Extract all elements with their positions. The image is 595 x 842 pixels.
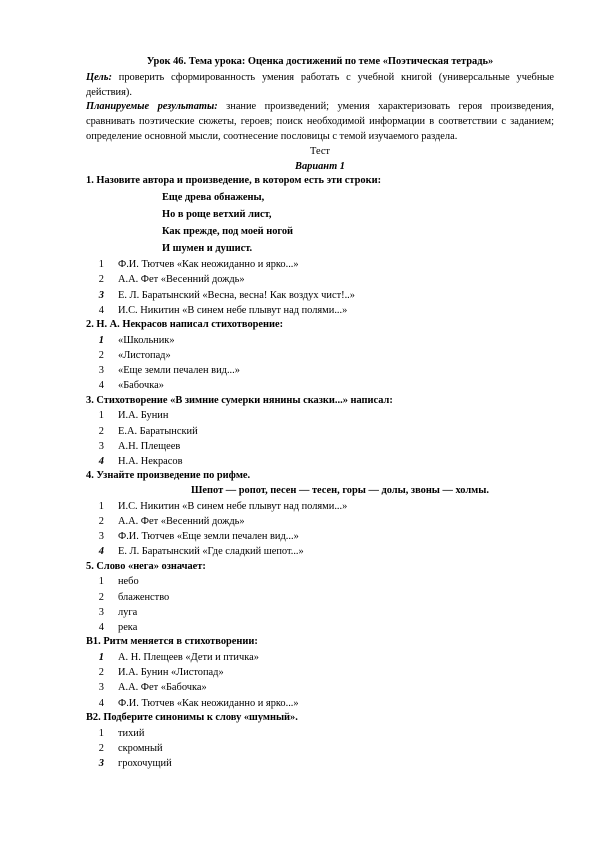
option-number: 2 — [98, 349, 104, 361]
question-text: 5. Слово «нега» означает: — [86, 560, 206, 572]
option-number: 3 — [98, 758, 104, 770]
answer-option — [86, 454, 554, 469]
option-text: Ф.И. Тютчев «Как неожиданно и ярко...» — [118, 697, 299, 709]
results-paragraph — [86, 100, 554, 144]
option-text: «Школьник» — [118, 334, 175, 346]
option-number: 1 — [98, 652, 104, 664]
goal-label: Цель: — [86, 71, 112, 83]
answer-option — [86, 529, 554, 544]
option-number: 4 — [98, 546, 104, 558]
option-number: 2 — [98, 274, 104, 286]
answer-options — [86, 257, 554, 318]
option-number: 1 — [98, 259, 104, 271]
option-text: «Бабочка» — [118, 380, 164, 392]
option-text: грохочущий — [118, 758, 172, 770]
answer-option — [86, 680, 554, 695]
answer-option — [86, 499, 554, 514]
answer-options — [86, 333, 554, 394]
answer-option — [86, 696, 554, 711]
answer-option — [86, 514, 554, 529]
answer-option — [86, 363, 554, 378]
option-number: 2 — [98, 516, 104, 527]
answer-option — [86, 574, 554, 589]
document-page — [86, 55, 554, 771]
verse-quote — [86, 189, 554, 257]
question-text: 3. Стихотворение «В зимние сумерки нянины сказки...» написал: — [86, 394, 393, 406]
answer-option — [86, 605, 554, 620]
answer-options — [86, 726, 554, 772]
answer-options — [86, 574, 554, 635]
answer-option — [86, 439, 554, 454]
option-text: Е. Л. Баратынский «Где сладкий шепот...» — [118, 546, 304, 558]
option-text: скромный — [118, 742, 163, 754]
question-block — [86, 711, 554, 771]
answer-option — [86, 665, 554, 680]
answer-option — [86, 408, 554, 423]
answer-option — [86, 288, 554, 303]
option-text: А. Н. Плещеев «Дети и птичка» — [118, 652, 259, 664]
option-number: 2 — [98, 667, 104, 679]
option-number: 4 — [98, 622, 104, 634]
answer-options — [86, 499, 554, 560]
answer-options — [86, 650, 554, 711]
option-number: 3 — [98, 606, 104, 618]
answer-option — [86, 726, 554, 741]
option-text: блаженство — [118, 591, 170, 603]
option-text: А.Н. Плещеев — [118, 440, 181, 452]
option-number: 4 — [98, 697, 104, 709]
answer-option — [86, 348, 554, 363]
answer-option — [86, 756, 554, 771]
option-number: 3 — [98, 682, 104, 694]
answer-options — [86, 408, 554, 469]
answer-option — [86, 590, 554, 605]
option-text: И.А. Бунин «Листопад» — [118, 667, 224, 679]
option-text: А.А. Фет «Весенний дождь» — [118, 274, 245, 286]
option-number: 3 — [98, 365, 104, 377]
answer-option — [86, 303, 554, 318]
question-text: В1. Ритм меняется в стихотворении: — [86, 636, 258, 648]
goal-paragraph — [86, 71, 554, 101]
question-block — [86, 394, 554, 470]
question-block — [86, 560, 554, 636]
question-text: В2. Подберите синонимы к слову «шумный». — [86, 711, 298, 723]
answer-option — [86, 378, 554, 393]
option-text: И.С. Никитин «В синем небе плывут над полями...» — [118, 500, 348, 512]
answer-option — [86, 272, 554, 287]
question-block — [86, 174, 554, 318]
variant-title: Вариант 1 — [295, 160, 345, 172]
option-text: А.А. Фет «Весенний дождь» — [118, 516, 245, 527]
rhyme-line: Шепот — ропот, песен — тесен, горы — долы, звоны — холмы. — [191, 485, 489, 496]
option-number: 1 — [98, 410, 104, 422]
question-text: 1. Назовите автора и произведение, в котором есть эти строки: — [86, 175, 382, 187]
option-number: 1 — [98, 334, 104, 346]
option-number: 1 — [98, 500, 104, 512]
verse-line: И шумен и душист. — [162, 243, 253, 255]
option-number: 3 — [98, 531, 104, 543]
option-number: 1 — [98, 727, 104, 739]
option-text: река — [118, 622, 138, 634]
verse-line: Но в роще ветхий лист, — [162, 209, 272, 221]
goal-text: проверить сформированность умения работать с учебной книгой (универсальные учебные действия). — [86, 71, 554, 98]
answer-option — [86, 544, 554, 559]
option-text: И.С. Никитин «В синем небе плывут над полями...» — [118, 304, 348, 316]
option-number: 1 — [98, 576, 104, 588]
answer-option — [86, 424, 554, 439]
option-text: луга — [118, 606, 138, 618]
results-label: Планируемые результаты: — [86, 101, 218, 113]
option-text: тихий — [118, 727, 145, 739]
option-text: Ф.И. Тютчев «Еще земли печален вид...» — [118, 531, 299, 543]
answer-option — [86, 333, 554, 348]
answer-option — [86, 650, 554, 665]
option-text: И.А. Бунин — [118, 410, 169, 422]
option-text: А.А. Фет «Бабочка» — [118, 682, 207, 694]
test-title: Тест — [310, 145, 330, 157]
results-text: знание произведений; умения характеризовать героя произведения, сравнивать поэтические сюжеты, героев; поиск необходимой информации в соответствии с заданием; определение основной мысли, соотнесение пословицы с темой изучаемого раздела. — [86, 101, 554, 142]
answer-option — [86, 257, 554, 272]
question-text: 2. Н. А. Некрасов написал стихотворение: — [86, 318, 284, 330]
option-text: Н.А. Некрасов — [118, 456, 183, 467]
option-text: Е. Л. Баратынский «Весна, весна! Как воздух чист!..» — [118, 289, 355, 301]
verse-line: Как прежде, под моей ногой — [162, 226, 294, 238]
option-text: «Листопад» — [118, 349, 171, 361]
option-number: 4 — [98, 380, 104, 392]
verse-line: Еще древа обнажены, — [162, 192, 265, 204]
option-text: «Еще земли печален вид...» — [118, 365, 240, 377]
option-number: 4 — [98, 456, 104, 467]
option-text: небо — [118, 576, 139, 588]
question-block — [86, 469, 554, 559]
question-block — [86, 635, 554, 711]
answer-option — [86, 741, 554, 756]
option-number: 2 — [98, 591, 104, 603]
answer-option — [86, 620, 554, 635]
option-number: 2 — [98, 425, 104, 437]
option-number: 2 — [98, 742, 104, 754]
option-text: Е.А. Баратынский — [118, 425, 198, 437]
option-number: 3 — [98, 440, 104, 452]
option-text: Ф.И. Тютчев «Как неожиданно и ярко...» — [118, 259, 299, 271]
lesson-title: Урок 46. Тема урока: Оценка достижений по теме «Поэтическая тетрадь» — [146, 56, 494, 67]
question-block — [86, 318, 554, 394]
option-number: 4 — [98, 304, 104, 316]
questions-list — [86, 174, 554, 771]
question-text: 4. Узнайте произведение по рифме. — [86, 470, 251, 482]
option-number: 3 — [98, 289, 104, 301]
